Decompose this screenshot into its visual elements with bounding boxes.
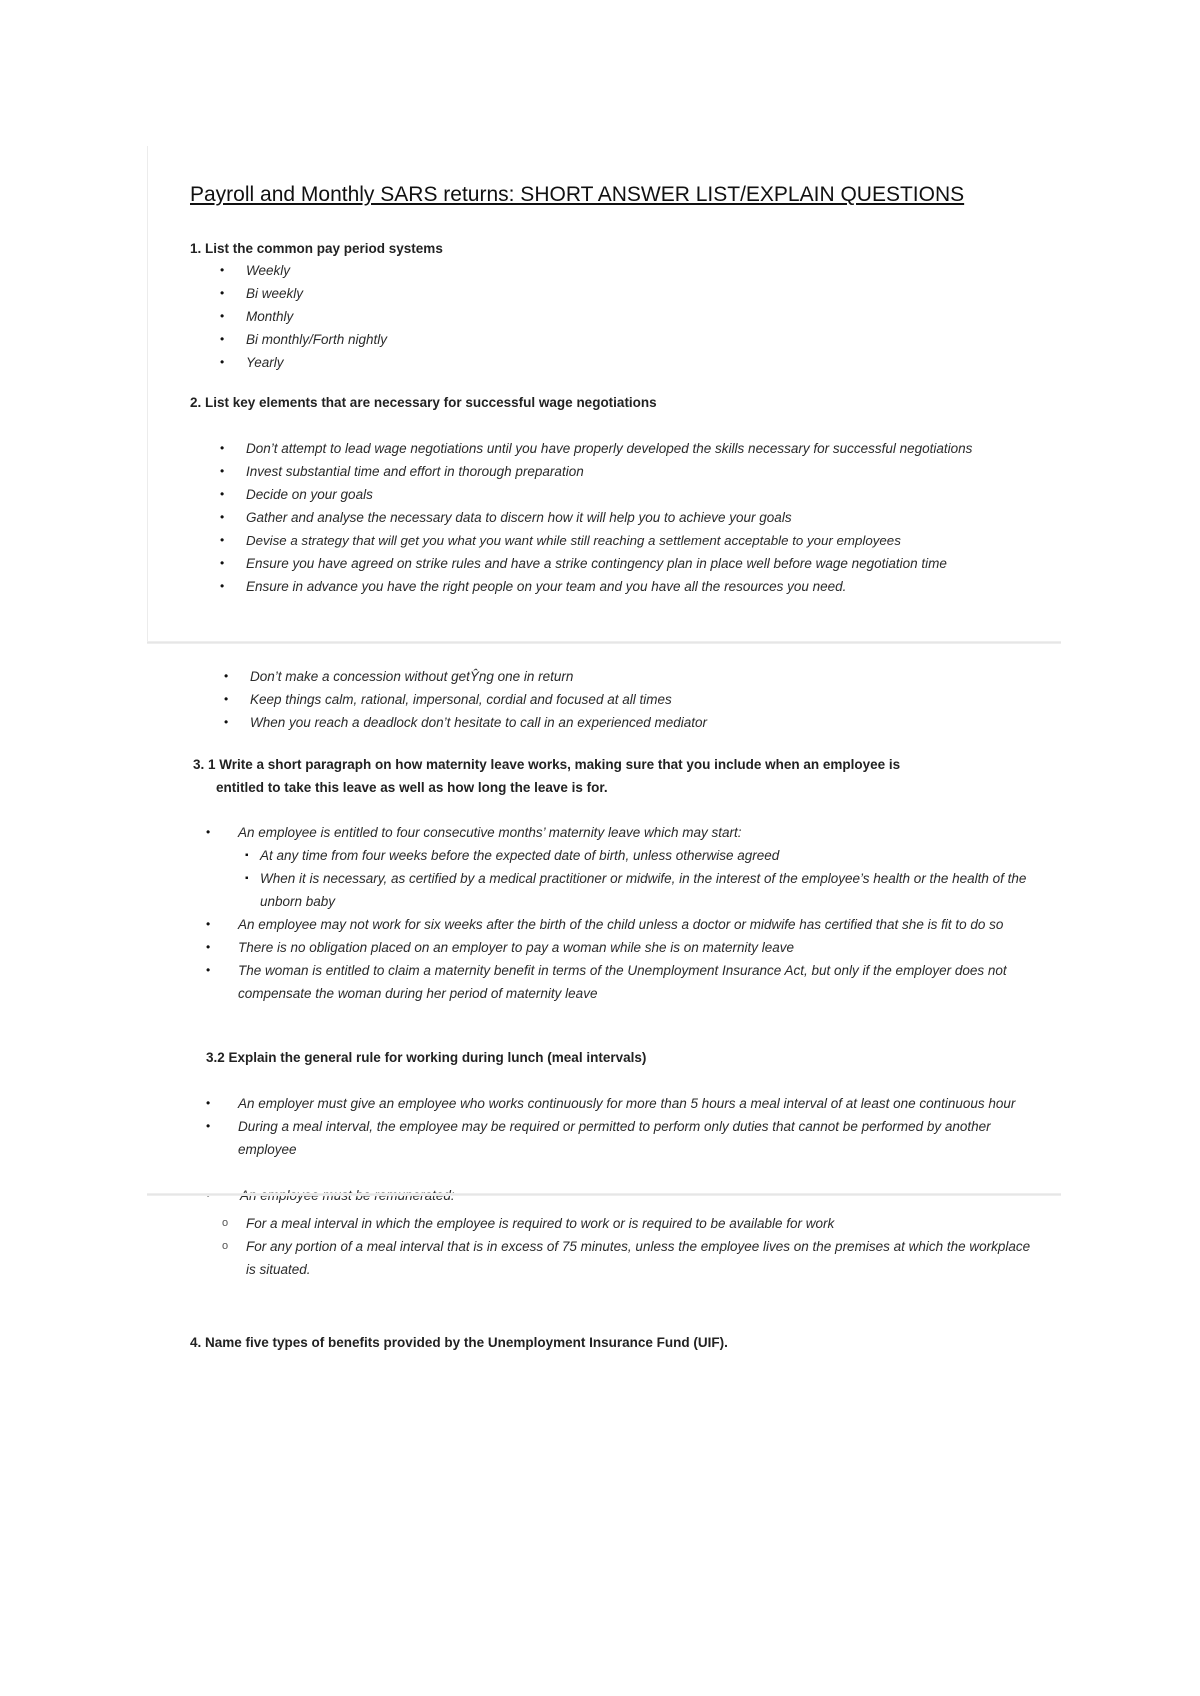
- list-item: • Devise a strategy that will get you what you want while still reaching a settlement acceptable to your employees: [220, 533, 901, 548]
- list-item: • There is no obligation placed on an employer to pay a woman while she is on maternity leave: [206, 940, 795, 955]
- list-item-cut-off: [240, 1184, 455, 1193]
- list-bullet-cut: [206, 1184, 210, 1193]
- list-item: • Weekly: [220, 263, 291, 278]
- list-item: • Bi weekly: [220, 286, 304, 301]
- list-item: ▪ At any time from four weeks before the expected date of birth, unless otherwise agreed: [245, 848, 780, 863]
- list-item: • Yearly: [220, 355, 284, 370]
- question-3-1-heading-cont: entitled to take this leave as well as how long the leave is for.: [216, 780, 608, 795]
- list-item: • When you reach a deadlock don’t hesitate to call in an experienced mediator: [224, 715, 708, 730]
- question-3-2-list: [206, 1092, 1028, 1161]
- list-item: • Don’t make a concession without getŶng one in return: [224, 669, 574, 684]
- list-item: • During a meal interval, the employee may be required or permitted to perform only duties that cannot be performed by another employee: [206, 1119, 991, 1157]
- list-item: • Gather and analyse the necessary data to discern how it will help you to achieve your goals: [220, 510, 792, 525]
- question-2-list: [220, 437, 1036, 598]
- list-item: • Keep things calm, rational, impersonal, cordial and focused at all times: [224, 692, 672, 707]
- question-4-heading: 4. Name five types of benefits provided by the Unemployment Insurance Fund (UIF).: [190, 1335, 728, 1350]
- question-2-list-continued: [224, 665, 1030, 734]
- page-break-divider: [147, 1193, 1061, 1196]
- list-item: ▪ When it is necessary, as certified by a medical practitioner or midwife, in the interest of the employee’s health or the health of the unborn baby: [245, 871, 1027, 909]
- question-3-2-sublist: [222, 1212, 1036, 1281]
- question-3-1-list: [206, 821, 1028, 844]
- list-item: • Don’t attempt to lead wage negotiations until you have properly developed the skills necessary for successful negotiations: [220, 441, 973, 456]
- page-title: Payroll and Monthly SARS returns: SHORT ANSWER LIST/EXPLAIN QUESTIONS: [190, 183, 965, 206]
- list-item: • The woman is entitled to claim a maternity benefit in terms of the Unemployment Insurance Act, but only if the employer does not compensate the woman during her period of maternity leave: [206, 963, 1007, 1001]
- page-edge: [147, 146, 148, 641]
- list-item: • Invest substantial time and effort in thorough preparation: [220, 464, 584, 479]
- question-3-1-sublist: [245, 844, 1030, 913]
- list-item: • Decide on your goals: [220, 487, 373, 502]
- question-3-2-heading: 3.2 Explain the general rule for working during lunch (meal intervals): [206, 1050, 647, 1065]
- question-1-list: [220, 259, 946, 374]
- list-item: • Bi monthly/Forth nightly: [220, 332, 388, 347]
- list-item: • Ensure you have agreed on strike rules and have a strike contingency plan in place well before wage negotiation time: [220, 556, 947, 571]
- list-item: • An employer must give an employee who works continuously for more than 5 hours a meal interval of at least one continuous hour: [206, 1096, 1016, 1111]
- list-item: • Monthly: [220, 309, 294, 324]
- list-item: • An employee may not work for six weeks after the birth of the child unless a doctor or midwife has certified that she is fit to do so: [206, 917, 1004, 932]
- page-break-divider: [147, 641, 1061, 644]
- question-3-1-list-b: [206, 913, 1018, 1005]
- list-item: o For any portion of a meal interval that is in excess of 75 minutes, unless the employee lives on the premises at which the workplace is situated.: [222, 1239, 1031, 1277]
- list-item: o For a meal interval in which the employee is required to work or is required to be available for work: [222, 1216, 835, 1231]
- question-3-1-heading: 3. 1 Write a short paragraph on how maternity leave works, making sure that you include when an employee is: [193, 757, 901, 772]
- list-item: • An employee is entitled to four consecutive months’ maternity leave which may start:: [206, 825, 742, 840]
- question-1-heading: 1. List the common pay period systems: [190, 241, 443, 256]
- question-2-heading: 2. List key elements that are necessary for successful wage negotiations: [190, 395, 657, 410]
- list-item: • Ensure in advance you have the right people on your team and you have all the resources you need.: [220, 579, 847, 594]
